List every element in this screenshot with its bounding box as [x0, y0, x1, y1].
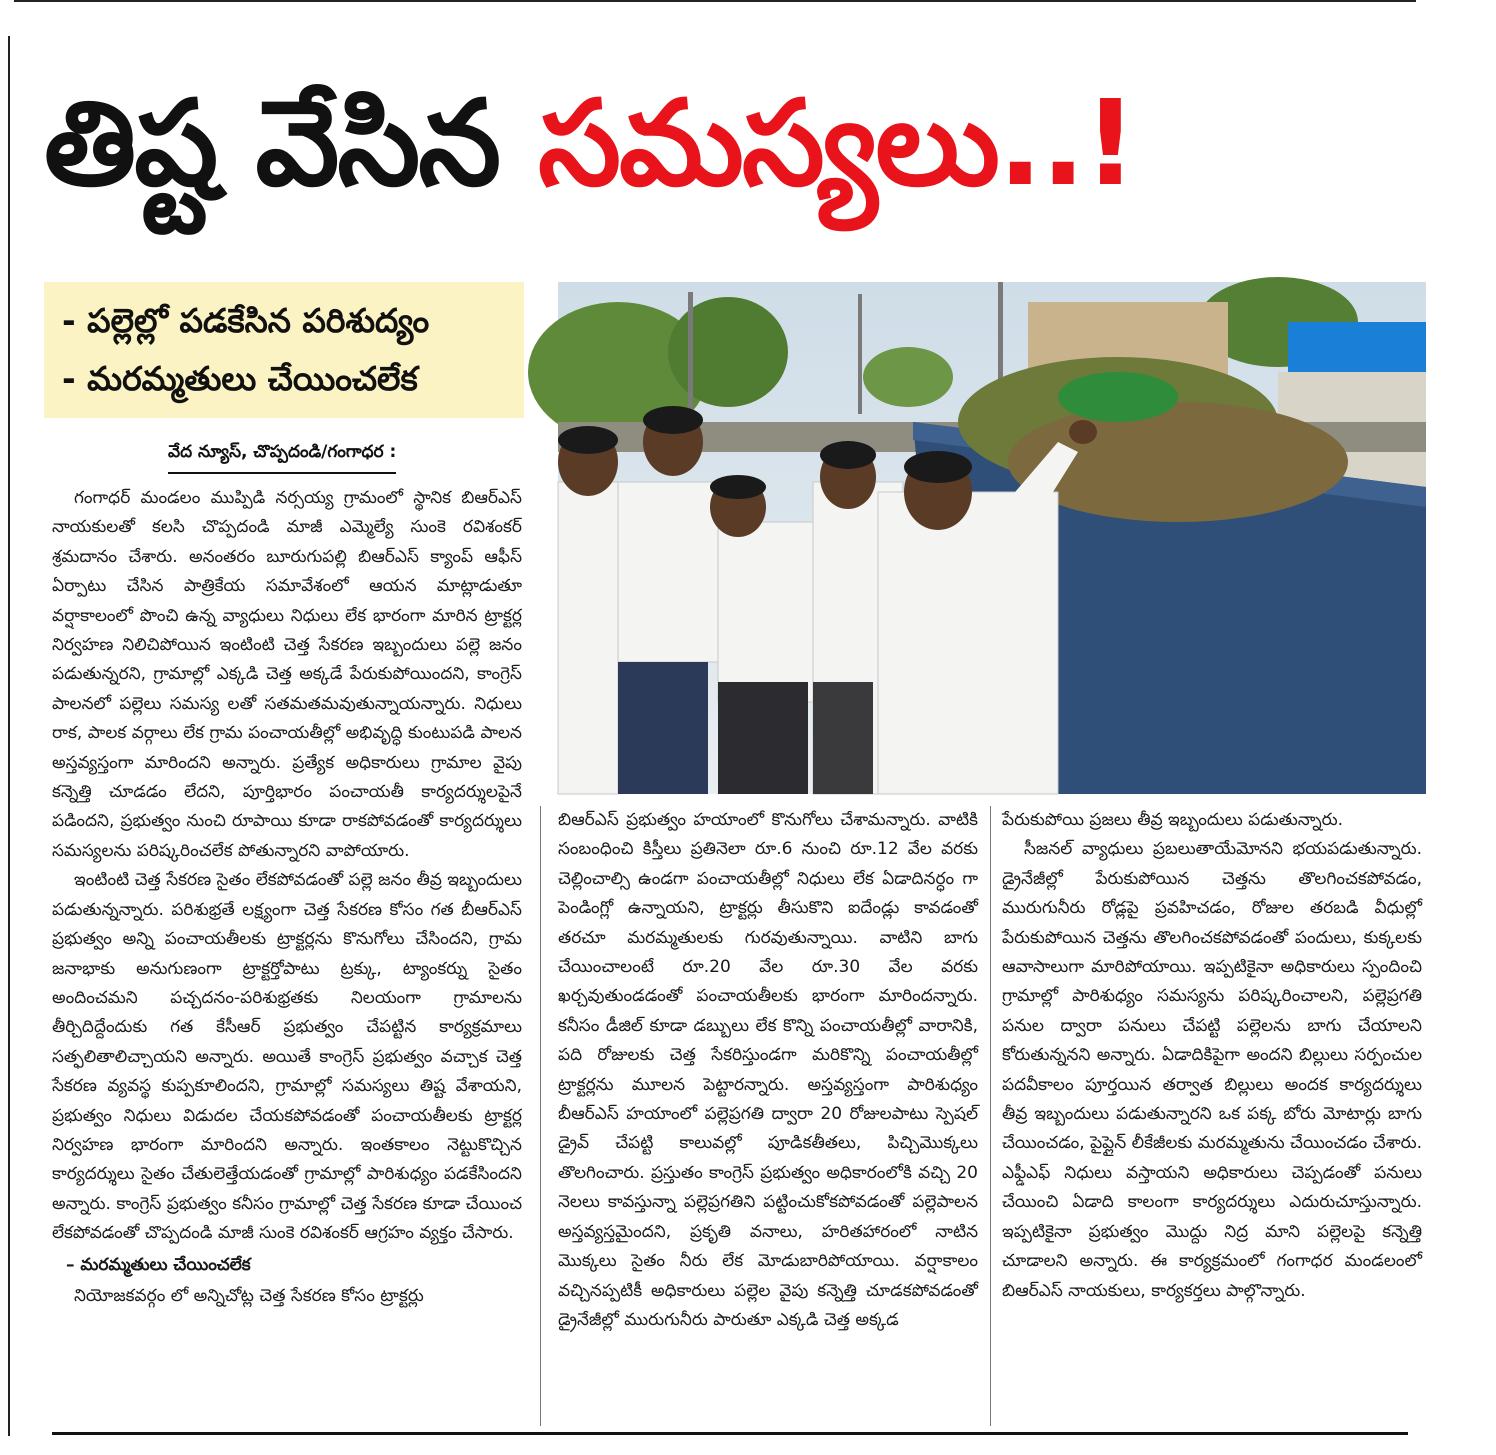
headline-red-part: సమస్యలు..! — [538, 74, 1136, 212]
article-column-1 — [52, 484, 522, 1424]
headline-black-part: తిష్ట వేసిన — [44, 74, 500, 212]
col1-paragraph-2: ఇంటింటి చెత్త సేకరణ సైతం లేకపోవడంతో పల్లె జనం తీవ్ర ఇబ్బందులు పడుతున్నన్నారు. పరిశుభ్రతే లక్ష్యంగా చెత్త సేకరణ కోసం గత బీఆర్ఎస్ ప్రభుత్వం అన్ని పంచాయతీలకు ట్రాక్టర్లను కొనుగోలు చేసిందని, గ్రామ జనాభాకు అనుగుణంగా ట్రాక్టర్తోపాటు ట్రక్కు, ట్యాంకర్ను సైతం అందించమని పచ్చదనం-పరిశుభ్రతకు నిలయంగా గ్రామాలను తీర్చిదిద్దేందుకు గత కేసీఆర్ ప్రభుత్వం చేపట్టిన కార్యక్రమాలు సత్ఫలితాలిచ్చాయని అన్నారు. అయితే కాంగ్రెస్ ప్రభుత్వం వచ్చాక చెత్త సేకరణ వ్యవస్థ కుప్పకూలిందని, గ్రామాల్లో సమస్యలు తిష్ట వేశాయని, ప్రభుత్వం నిధులు విడుదల చేయకపోవడంతో పంచాయతీలకు ట్రాక్టర్ల నిర్వహణ భారంగా మారిందని అన్నారు. ఇంతకాలం నెట్టుకొచ్చిన కార్యదర్శులు సైతం చేతులెత్తేయడంతో గ్రామాల్లో పారిశుధ్యం పడకేసిందని అన్నారు. కాంగ్రెస్ ప్రభుత్వం కనీసం గ్రామాల్లో చెత్త సేకరణ కూడా చేయించ లేకపోవడంతో చొప్పదండి మాజీ సుంకె రవిశంకర్ ఆగ్రహం వ్యక్తం చేసారు. — [52, 870, 522, 1244]
col1-inline-subhead: – మరమ్మతులు చేయించలేక — [66, 1254, 251, 1275]
col1-paragraph-tail: నియోజకవర్గం లో అన్నిచోట్ల చెత్త సేకరణ కోసం ట్రాక్టర్లు — [74, 1285, 424, 1306]
byline: వేద న్యూస్, చొప్పదండి/గంగాధర : — [168, 442, 396, 474]
col2-paragraph-1: బిఆర్ఎస్ ప్రభుత్వం హయాంలో కొనుగోలు చేశామన్నారు. వాటికి సంబంధించి కిస్తీలు ప్రతినెలా రూ.6 నుంచి రూ.12 వేల వరకు చెల్లించాల్సి ఉండగా పంచాయతీల్లో నిధులు లేక ఏడాదినర్ధం గా పెండింగ్లో ఉన్నాయని, ట్రాక్టర్లు తీసుకొని ఐదేండ్లు కావడంతో తరచూ మరమ్మతులకు గురవుతున్నాయి. వాటిని బాగు చేయించాలంటే రూ.20 వేల రూ.30 వేల వరకు ఖర్చవుతుండడంతో పంచాయతీలకు భారంగా మారిందన్నారు. కనీసం డీజిల్ కూడా డబ్బులు లేక కొన్ని పంచాయతీల్లో వారానికి, పది రోజులకు చెత్త సేకరిస్తుండగా మరికొన్ని పంచాయతీల్లో ట్రాక్టర్లను మూలన పెట్టారన్నారు. అస్తవ్యస్తంగా పారిశుధ్యం బీఆర్ఎస్ హయాంలో పల్లెప్రగతి ద్వారా 20 రోజులపాటు స్పెషల్ డ్రైవ్ చేపట్టి కాలువల్లో పూడికతీతలు, పిచ్చిమొక్కలు తొలగించారు. ప్రస్తుతం కాంగ్రెస్ ప్రభుత్వం అధికారంలోకి వచ్చి 20 నెలలు కావస్తున్నా పల్లెప్రగతిని పట్టించుకోకపోవడంతో పల్లెపాలన అస్తవ్యస్తమైందని, ప్రకృతి వనాలు, హరితహారంలో నాటిన మొక్కలు సైతం నీరు లేక మోడుబారిపోయాయి. వర్షాకాలం వచ్చినప్పటికీ అధికారులు పల్లెల వైపు కన్నెత్తి చూడకపోవడంతో డ్రైనేజీల్లో మురుగునీరు పారుతూ ఎక్కడి చెత్త అక్కడ — [558, 810, 978, 1330]
col3-paragraph-2: సీజనల్ వ్యాధులు ప్రబలుతాయేమోనని భయపడుతున్నారు. డ్రైనేజీల్లో పేరుకుపోయిన చెత్తను తొలగించకపోవడం, మురుగునీరు రోడ్లపై ప్రవహిచడం, రోజుల తరబడి వీధుల్లో పేరుకుపోయిన చెత్తను తొలగించకపోవడంతో పందులు, కుక్కలకు ఆవాసాలుగా మారిపోయాయి. ఇప్పటికైనా అధికారులు స్పందించి గ్రామాల్లో పారిశుధ్యం సమస్యను పరిష్కరించాలని, పల్లెప్రగతి పనుల ద్వారా పనులు చేపట్టి పల్లెలను బాగు చేయాలని కోరుతున్ననని అన్నారు. ఏడాదికిపైగా అందని బిల్లులు సర్పంచుల పదవీకాలం పూర్తయిన తర్వాత బిల్లులు అందక కార్యదర్శులు తీవ్ర ఇబ్బందులు పడుతున్నారని ఒక పక్క బోరు మోటార్లు బాగు చేయించడం, పైప్లైన్ లీకేజీలకు మరమ్మతును చేయించడం చేశారు. ఎఫ్డీఎఫ్ నిధులు వస్తాయని అధికారులు చెప్పడంతో పనులు చేయించి ఏడాది కాలంగా కార్యదర్శులు ఎదురుచూస్తున్నారు. ఇప్పటికైనా ప్రభుత్వం మొద్దు నిద్ర మాని పల్లెలపై కన్నెత్తి చూడాలని అన్నారు. ఈ కార్యక్రమంలో గంగాధర మండలంలో బిఆర్ఎస్ నాయకులు, కార్యకర్తలు పాల్గొన్నారు. — [1002, 839, 1423, 1301]
news-photo — [558, 282, 1426, 794]
article-column-3 — [1002, 806, 1423, 1301]
headline — [44, 48, 1434, 258]
top-border-rule — [14, 0, 1416, 2]
col3-paragraph-1: పేరుకుపోయి ప్రజలు తీవ్ర ఇబ్బందులు పడుతున్నారు. — [1002, 810, 1344, 830]
column-rule-1 — [540, 806, 541, 1426]
article-column-2 — [558, 806, 978, 1422]
bottom-border-rule — [52, 1432, 1408, 1435]
column-rule-2 — [990, 806, 991, 1426]
col1-paragraph-1: గంగాధర్ మండలం ముప్పిడి నర్సయ్య గ్రామంలో స్థానిక బిఆర్ఎస్ నాయకులతో కలసి చొప్పదండి మాజీ ఎమ్మెల్యే సుంకె రవిశంకర్ శ్రమదానం చేశారు. అనంతరం బూరుగుపల్లి బిఆర్ఎస్ క్యాంప్ ఆఫీస్ ఏర్పాటు చేసిన పాత్రికేయ సమావేశంలో ఆయన మాట్లాడుతూ వర్షాకాలంలో పొంచి ఉన్న వ్యాధులు నిధులు లేక భారంగా మారిన ట్రాక్టర్ల నిర్వహణ నిలిచిపోయిన ఇంటింటి చెత్త సేకరణ ఇబ్బందులు పల్లె జనం పడుతున్నరని, గ్రామాల్లో ఎక్కడి చెత్త అక్కడే పేరుకుపోయిందని, కాంగ్రెస్ పాలనలో పల్లెలు సమస్య లతో సతమతమవుతున్నాయన్నారు. నిధులు రాక, పాలక వర్గాలు లేక గ్రామ పంచాయతీల్లో అభివృద్ధి కుంటుపడి పాలన అస్తవ్యస్తంగా మారిందని అన్నారు. ప్రత్యేక అధికారులు గ్రామాల వైపు కన్నెత్తి చూడడం లేదని, పూర్తిభారం పంచాయతీ కార్యదర్శులపైనే పడిందని, ప్రభుత్వం నుంచి రూపాయి కూడా రాకపోవడంతో కార్యదర్శులు సమస్యలను పరిష్కరించలేక పోతున్నారని వాపోయారు. — [52, 488, 522, 861]
subhead-2: - మరమ్మతులు చేయించలేక — [62, 359, 418, 398]
left-border-rule — [8, 36, 10, 1436]
subhead-1: - పల్లెల్లో పడకేసిన పరిశుద్యం — [62, 301, 430, 340]
news-photo-illustration — [558, 282, 1426, 794]
subheads-box — [44, 282, 524, 418]
